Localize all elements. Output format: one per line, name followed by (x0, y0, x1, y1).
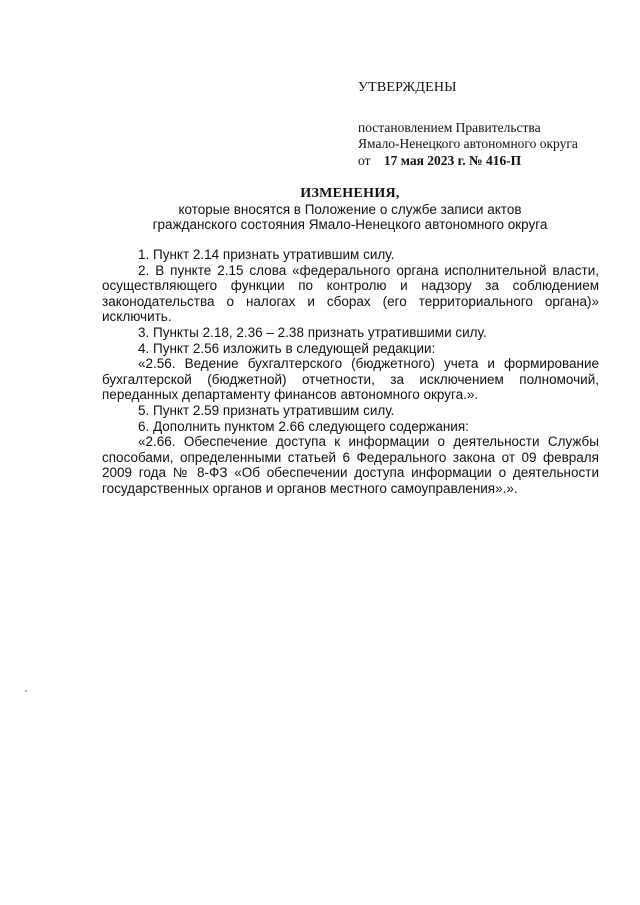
approval-line-1: постановлением Правительства (358, 119, 541, 135)
paragraph-4: 4. Пункт 2.56 изложить в следующей редакции: (138, 340, 436, 356)
paragraph-8: «2.66. Обеспечение доступа к информации о деятельности Службы способами, определенными статьей 6 Федерального закона от 09 февраля 2009 года № 8-ФЗ «Об обеспечении доступа информации о деятельности государственных органов и органов местного самоуправления».». (102, 434, 599, 496)
paragraph-7: 6. Дополнить пунктом 2.66 следующего содержания: (138, 418, 469, 434)
scan-speck (25, 690, 27, 692)
paragraph-5: «2.56. Ведение бухгалтерского (бюджетного) учета и формирование бухгалтерской (бюджетной) отчетности, за исключением полномочий, переданных департаменту финансов автономного округа.». (102, 356, 599, 403)
approval-line-2: Ямало-Ненецкого автономного округа (358, 136, 578, 151)
paragraph-6: 5. Пункт 2.59 признать утратившим силу. (138, 402, 395, 418)
document-title: ИЗМЕНЕНИЯ, (300, 186, 400, 201)
document-body (102, 247, 599, 497)
paragraph-3: 3. Пункты 2.18, 2.36 – 2.38 признать утратившими силу. (138, 324, 487, 340)
paragraph-1: 1. Пункт 2.14 признать утратившим силу. (138, 247, 395, 262)
approved-label: УТВЕРЖДЕНЫ (358, 80, 457, 95)
approval-stamp (358, 80, 618, 169)
document-subtitle-line-2: гражданского состояния Ямало-Ненецкого автономного округа (152, 217, 548, 232)
document-subtitle-line-1: которые вносятся в Положение о службе записи актов (178, 201, 522, 217)
approval-date-line (358, 153, 618, 170)
approval-date: 17 мая 2023 г. № 416-П (383, 152, 522, 168)
paragraph-2: 2. В пункте 2.15 слова «федерального органа исполнительной власти, осуществляющего функции по контролю и надзору за соблюдением законодательства о налогах и сборах (его территориального органа)» исключить. (102, 262, 599, 325)
document-title-block (100, 186, 600, 233)
date-prefix: от (358, 152, 371, 168)
